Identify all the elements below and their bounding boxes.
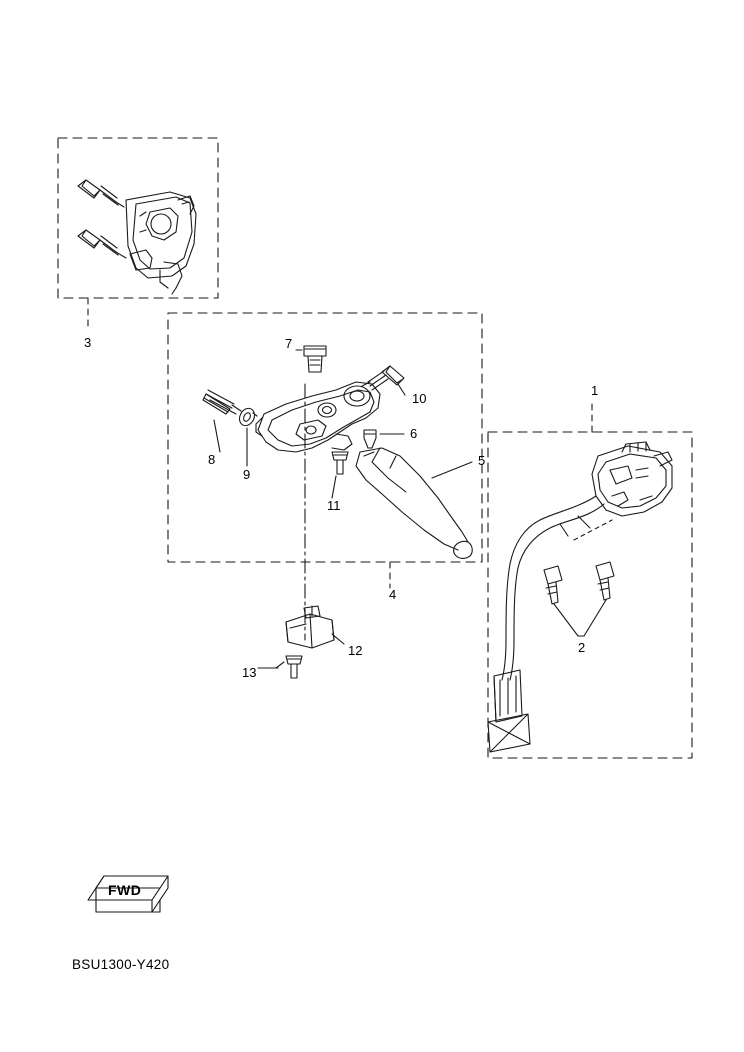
left-switch-screws [78, 180, 126, 258]
fwd-label: FWD [108, 882, 142, 898]
part-7-bolt [304, 346, 326, 372]
part-8-bolt [203, 390, 241, 414]
left-handlebar-switch-body [126, 192, 196, 294]
callout-4: 4 [389, 587, 397, 602]
group-4-dashed-boundary [168, 313, 482, 588]
part-12-clamp [286, 606, 334, 648]
part-2-screws [544, 562, 614, 636]
part-10-screw [362, 366, 404, 390]
callout-11: 11 [327, 498, 341, 513]
part-code-label: BSU1300-Y420 [72, 957, 170, 972]
callout-13: 13 [242, 665, 257, 680]
part-13-screw [276, 656, 302, 678]
clutch-lever-holder-bracket [256, 382, 380, 452]
group-3-dashed-boundary [58, 138, 218, 330]
callout-3: 3 [84, 335, 92, 350]
callout-6: 6 [410, 426, 418, 441]
right-handlebar-switch-body [592, 442, 672, 516]
part-11-bolt [332, 452, 348, 474]
callout-9: 9 [243, 467, 251, 482]
callout-1: 1 [591, 383, 599, 398]
part-5-clutch-lever [356, 448, 472, 558]
callout-8: 8 [208, 452, 216, 467]
group-1-dashed-boundary [488, 404, 692, 758]
callout-2: 2 [578, 640, 586, 655]
part-6-pin [364, 430, 376, 448]
callout-leader-lines [214, 350, 472, 668]
callout-10: 10 [412, 391, 427, 406]
right-switch-wire-harness [502, 496, 604, 680]
callout-12: 12 [348, 643, 363, 658]
callout-7: 7 [285, 336, 293, 351]
part-9-washer [237, 406, 258, 428]
harness-connector [488, 670, 530, 752]
callout-5: 5 [478, 453, 486, 468]
